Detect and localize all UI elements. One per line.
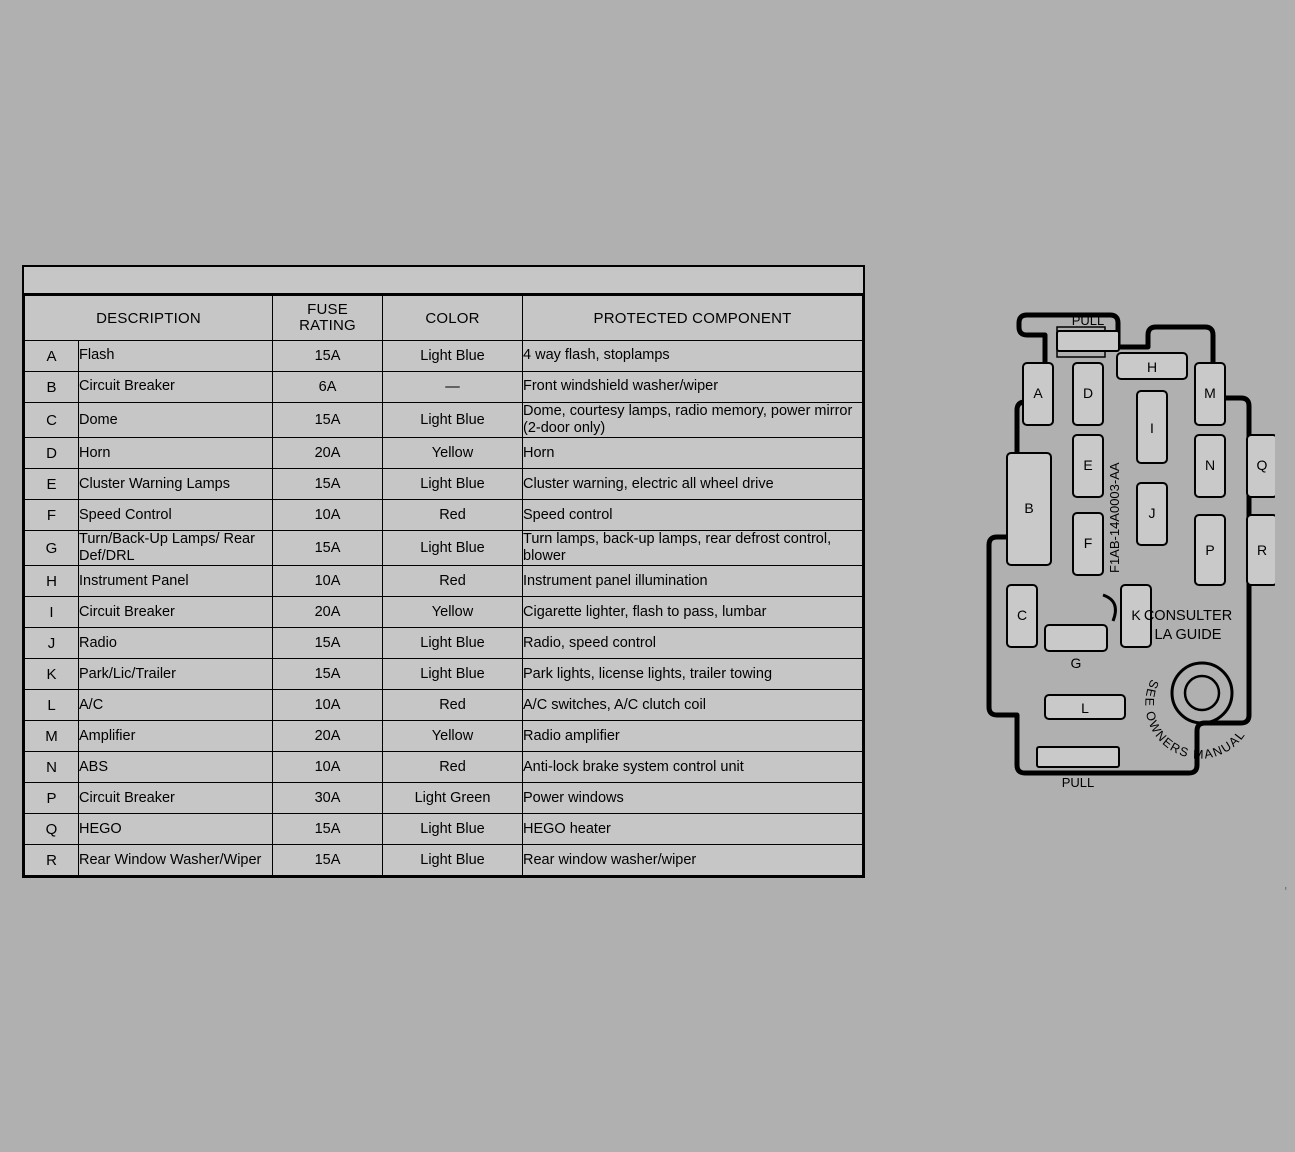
- fuse-description-cell: A/C: [79, 690, 273, 721]
- table-row: [25, 845, 863, 876]
- header-protected-component: PROTECTED COMPONENT: [523, 296, 863, 341]
- fuse-color-cell: Light Green: [383, 783, 523, 814]
- fuse-rating-cell: 15A: [273, 341, 383, 372]
- fuse-color-cell: Yellow: [383, 721, 523, 752]
- table-header-row: [25, 296, 863, 341]
- table-row: [25, 628, 863, 659]
- part-number-label: F1AB-14A0003-AA: [1107, 462, 1122, 573]
- table-row: [25, 341, 863, 372]
- protected-component-cell: Front windshield washer/wiper: [523, 372, 863, 403]
- fuse-slot-label-M: M: [1204, 385, 1216, 401]
- fuse-description-cell: Turn/Back-Up Lamps/ Rear Def/DRL: [79, 531, 273, 566]
- table-row: [25, 721, 863, 752]
- fuse-slot-label-B: B: [1024, 500, 1034, 516]
- fuse-color-cell: Red: [383, 500, 523, 531]
- table-row: [25, 783, 863, 814]
- fuse-letter-cell: A: [25, 341, 79, 372]
- header-fuse-rating-line2: RATING: [299, 317, 356, 334]
- fuse-color-cell: Light Blue: [383, 469, 523, 500]
- fuse-description-cell: Rear Window Washer/Wiper: [79, 845, 273, 876]
- fuse-letter-cell: P: [25, 783, 79, 814]
- fuse-color-cell: Yellow: [383, 597, 523, 628]
- pull-label-top: PULL: [1071, 313, 1105, 328]
- protected-component-cell: Instrument panel illumination: [523, 566, 863, 597]
- fuse-letter-cell: Q: [25, 814, 79, 845]
- fuse-slot-label-E: E: [1083, 457, 1093, 473]
- fuse-slot-label-F: F: [1083, 535, 1093, 551]
- protected-component-cell: Turn lamps, back-up lamps, rear defrost control, blower: [523, 531, 863, 566]
- table-row: [25, 690, 863, 721]
- fuse-description-cell: Park/Lic/Trailer: [79, 659, 273, 690]
- pull-label-bottom: PULL: [1061, 775, 1095, 790]
- table-row: [25, 566, 863, 597]
- fuse-description-cell: Speed Control: [79, 500, 273, 531]
- fuse-rating-cell: 15A: [273, 469, 383, 500]
- fuse-color-cell: Red: [383, 566, 523, 597]
- protected-component-cell: Cigarette lighter, flash to pass, lumbar: [523, 597, 863, 628]
- fuse-color-cell: Light Blue: [383, 659, 523, 690]
- fuse-letter-cell: G: [25, 531, 79, 566]
- fuse-color-cell: Light Blue: [383, 628, 523, 659]
- page-edge-tick: ': [1284, 884, 1287, 899]
- fuse-slot-label-J: J: [1148, 505, 1156, 521]
- fuse-slot-label-I: I: [1150, 420, 1154, 436]
- protected-component-cell: Speed control: [523, 500, 863, 531]
- fuse-letter-cell: L: [25, 690, 79, 721]
- fuse-rating-cell: 10A: [273, 690, 383, 721]
- fuse-rating-cell: 10A: [273, 752, 383, 783]
- fuse-description-cell: Amplifier: [79, 721, 273, 752]
- fuse-slot-label-P: P: [1205, 542, 1215, 558]
- fuse-slot-label-R: R: [1256, 542, 1268, 558]
- fuse-letter-cell: E: [25, 469, 79, 500]
- fuse-letter-cell: I: [25, 597, 79, 628]
- fuse-color-cell: Yellow: [383, 438, 523, 469]
- pull-tab-bottom[interactable]: [1037, 747, 1119, 767]
- fuse-color-cell: Light Blue: [383, 341, 523, 372]
- fuse-rating-cell: 6A: [273, 372, 383, 403]
- consulter-line2: LA GUIDE: [1154, 627, 1222, 643]
- table-row: [25, 659, 863, 690]
- fuse-rating-cell: 20A: [273, 721, 383, 752]
- table-row: [25, 531, 863, 566]
- fuse-rating-cell: 15A: [273, 628, 383, 659]
- table-row: [25, 597, 863, 628]
- fuse-description-cell: Dome: [79, 403, 273, 438]
- fuse-table-panel: [22, 265, 865, 878]
- fuse-rating-cell: 15A: [273, 403, 383, 438]
- fuse-letter-cell: K: [25, 659, 79, 690]
- header-color: COLOR: [383, 296, 523, 341]
- fuse-rating-cell: 15A: [273, 659, 383, 690]
- protected-component-cell: Power windows: [523, 783, 863, 814]
- protected-component-cell: A/C switches, A/C clutch coil: [523, 690, 863, 721]
- table-row: [25, 500, 863, 531]
- fuse-letter-cell: R: [25, 845, 79, 876]
- fuse-letter-cell: C: [25, 403, 79, 438]
- fuse-description-cell: Horn: [79, 438, 273, 469]
- fuse-letter-cell: H: [25, 566, 79, 597]
- g-connector-curve: [1103, 595, 1115, 621]
- table-row: [25, 372, 863, 403]
- fuse-description-cell: HEGO: [79, 814, 273, 845]
- fuse-rating-cell: 10A: [273, 500, 383, 531]
- fuse-rating-cell: 20A: [273, 438, 383, 469]
- fuse-slot-G[interactable]: [1045, 625, 1107, 651]
- fuse-slot-label-D: D: [1082, 385, 1094, 401]
- protected-component-cell: Horn: [523, 438, 863, 469]
- protected-component-cell: 4 way flash, stoplamps: [523, 341, 863, 372]
- fuse-description-cell: Instrument Panel: [79, 566, 273, 597]
- fuse-description-cell: Circuit Breaker: [79, 783, 273, 814]
- table-row: [25, 469, 863, 500]
- fuse-table-body: [25, 341, 863, 876]
- protected-component-cell: Rear window washer/wiper: [523, 845, 863, 876]
- fuse-letter-cell: N: [25, 752, 79, 783]
- fuse-rating-cell: 30A: [273, 783, 383, 814]
- fuse-letter-cell: D: [25, 438, 79, 469]
- see-owners-manual-arc-text: SEE OWNERS MANUAL: [1142, 677, 1249, 762]
- fuse-description-cell: Flash: [79, 341, 273, 372]
- knob-outer-circle[interactable]: [1172, 663, 1232, 723]
- knob-inner-circle[interactable]: [1185, 676, 1219, 710]
- fuse-color-cell: Light Blue: [383, 403, 523, 438]
- fuse-table: [24, 295, 863, 876]
- fuse-slot-label-G: G: [1070, 655, 1082, 671]
- table-row: [25, 438, 863, 469]
- fuse-slot-label-A: A: [1033, 385, 1043, 401]
- fuse-box-diagram: [905, 295, 1275, 815]
- protected-component-cell: HEGO heater: [523, 814, 863, 845]
- protected-component-cell: Anti-lock brake system control unit: [523, 752, 863, 783]
- table-row: [25, 752, 863, 783]
- protected-component-cell: Dome, courtesy lamps, radio memory, power mirror (2-door only): [523, 403, 863, 438]
- consulter-line1: CONSULTER: [1143, 608, 1233, 624]
- fuse-color-cell: —: [383, 372, 523, 403]
- protected-component-cell: Radio, speed control: [523, 628, 863, 659]
- fuse-slot-label-K: K: [1131, 607, 1141, 623]
- fuse-rating-cell: 15A: [273, 531, 383, 566]
- table-top-margin: [24, 267, 863, 295]
- protected-component-cell: Radio amplifier: [523, 721, 863, 752]
- fuse-letter-cell: M: [25, 721, 79, 752]
- header-fuse-rating-line1: FUSE: [307, 300, 348, 318]
- fuse-color-cell: Red: [383, 690, 523, 721]
- fuse-rating-cell: 10A: [273, 566, 383, 597]
- fuse-rating-cell: 20A: [273, 597, 383, 628]
- fuse-color-cell: Light Blue: [383, 814, 523, 845]
- table-row: [25, 403, 863, 438]
- fuse-letter-cell: J: [25, 628, 79, 659]
- fuse-color-cell: Light Blue: [383, 531, 523, 566]
- fuse-rating-cell: 15A: [273, 814, 383, 845]
- fuse-slot-label-C: C: [1016, 607, 1028, 623]
- fuse-letter-cell: F: [25, 500, 79, 531]
- fuse-slot-label-L: L: [1081, 700, 1089, 716]
- fuse-slot-label-N: N: [1204, 457, 1216, 473]
- protected-component-cell: Park lights, license lights, trailer towing: [523, 659, 863, 690]
- fuse-rating-cell: 15A: [273, 845, 383, 876]
- fuse-description-cell: Radio: [79, 628, 273, 659]
- header-fuse-rating: [273, 296, 383, 341]
- pull-tab-top[interactable]: [1057, 331, 1119, 351]
- fuse-description-cell: Cluster Warning Lamps: [79, 469, 273, 500]
- fuse-description-cell: Circuit Breaker: [79, 597, 273, 628]
- fuse-description-cell: Circuit Breaker: [79, 372, 273, 403]
- header-description: DESCRIPTION: [25, 296, 273, 341]
- protected-component-cell: Cluster warning, electric all wheel drive: [523, 469, 863, 500]
- fuse-color-cell: Light Blue: [383, 845, 523, 876]
- fuse-slot-label-H: H: [1146, 359, 1158, 375]
- fuse-description-cell: ABS: [79, 752, 273, 783]
- fuse-slot-label-Q: Q: [1256, 457, 1268, 473]
- table-row: [25, 814, 863, 845]
- fuse-color-cell: Red: [383, 752, 523, 783]
- fuse-letter-cell: B: [25, 372, 79, 403]
